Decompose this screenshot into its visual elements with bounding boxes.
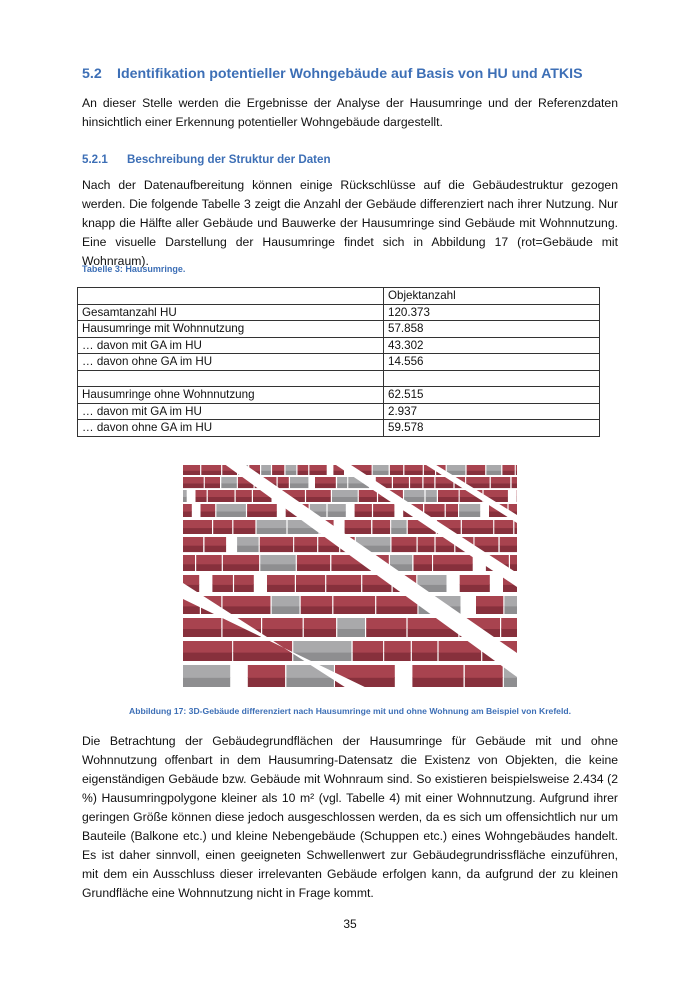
subsection-heading <box>82 153 331 166</box>
residential-building <box>183 465 200 475</box>
non-residential-building <box>221 477 237 488</box>
residential-building <box>404 465 422 475</box>
residential-building <box>500 537 517 552</box>
residential-building <box>294 537 317 552</box>
row-label-cell <box>78 370 384 387</box>
residential-building <box>306 490 331 502</box>
residential-building <box>233 641 292 661</box>
residential-building <box>467 465 486 475</box>
hausumringe-table <box>77 287 600 437</box>
subsection-number: 5.2.1 <box>82 153 108 166</box>
non-residential-building <box>373 465 389 475</box>
residential-building <box>301 596 333 614</box>
non-residential-building <box>337 477 347 488</box>
residential-building <box>212 575 233 592</box>
residential-building <box>272 465 284 475</box>
structure-paragraph: Nach der Datenaufbereitung können einige Rückschlüsse auf die Gebäudestruktur gezogen werden. Die folgende Tabelle 3 zeigt die Anzahl der Gebäude differenziert nach ihrer Nutzung. Nur knapp die Hälfte aller Gebäude und Bauwerke der Hausumringe sind Gebäude mit Wohnnutzung. Eine visuelle Darstellung der Hausumringe findet sich in Abbildung 17 (rot=Gebäude mit Wohnraum). <box>82 178 618 268</box>
residential-building <box>183 641 232 661</box>
non-residential-building <box>286 465 297 475</box>
residential-building <box>213 520 232 534</box>
residential-building <box>418 537 435 552</box>
residential-building <box>366 618 406 637</box>
table-row <box>78 370 600 387</box>
table-row <box>78 354 600 371</box>
city-3d-figure <box>183 463 517 691</box>
residential-building <box>201 504 216 517</box>
residential-building <box>183 477 204 488</box>
residential-building <box>233 520 255 534</box>
table-row <box>78 387 600 404</box>
residential-building <box>373 504 394 517</box>
residential-building <box>355 504 372 517</box>
non-residential-building <box>486 465 501 475</box>
row-label-cell: Hausumringe mit Wohnnutzung <box>78 321 384 338</box>
figure-caption: Abbildung 17: 3D-Gebäude differenziert nach Hausumringe mit und ohne Wohnung am Beispiel von Krefeld. <box>129 706 571 716</box>
row-value-cell: 57.858 <box>384 321 600 338</box>
residential-building <box>247 504 277 517</box>
residential-building <box>412 665 463 687</box>
residential-building <box>390 465 403 475</box>
table-row <box>78 337 600 354</box>
non-residential-building <box>272 596 300 614</box>
residential-building <box>433 555 473 571</box>
page-number: 35 <box>343 917 357 931</box>
row-value-cell: 59.578 <box>384 420 600 437</box>
residential-building <box>183 618 221 637</box>
residential-building <box>234 575 254 592</box>
residential-building <box>345 520 372 534</box>
table-row <box>78 403 600 420</box>
row-label-cell: … davon ohne GA im HU <box>78 420 384 437</box>
residential-building <box>183 537 203 552</box>
residential-building <box>424 477 435 488</box>
row-label-cell: Hausumringe ohne Wohnnutzung <box>78 387 384 404</box>
residential-building <box>196 555 222 571</box>
residential-building <box>278 477 289 488</box>
residential-building <box>267 575 295 592</box>
residential-building <box>512 477 517 488</box>
non-residential-building <box>426 490 437 502</box>
residential-building <box>516 465 517 475</box>
row-value-cell <box>384 370 600 387</box>
residential-building <box>236 490 252 502</box>
residential-building <box>446 504 458 517</box>
table-caption: Tabelle 3: Hausumringe. <box>82 264 186 274</box>
row-label-cell: Gesamtanzahl HU <box>78 304 384 321</box>
residential-building <box>223 596 271 614</box>
header-cell: Objektanzahl <box>384 288 600 305</box>
non-residential-building <box>286 665 334 687</box>
row-value-cell: 120.373 <box>384 304 600 321</box>
table-row <box>78 321 600 338</box>
non-residential-building <box>459 504 480 517</box>
residential-building <box>183 504 192 517</box>
residential-building <box>501 618 517 637</box>
residential-building <box>183 555 195 571</box>
residential-building <box>333 596 375 614</box>
residential-building <box>298 465 309 475</box>
residential-building <box>410 477 422 488</box>
residential-building <box>201 465 221 475</box>
row-label-cell: … davon ohne GA im HU <box>78 354 384 371</box>
residential-building <box>223 555 259 571</box>
residential-building <box>462 520 493 534</box>
residential-building <box>208 490 235 502</box>
header-cell <box>78 288 384 305</box>
non-residential-building <box>332 490 358 502</box>
residential-building <box>494 520 513 534</box>
row-label-cell: … davon mit GA im HU <box>78 403 384 420</box>
section-number: 5.2 <box>82 66 102 82</box>
residential-building <box>359 490 377 502</box>
residential-building <box>183 520 212 534</box>
residential-building <box>491 477 511 488</box>
residential-building <box>297 555 330 571</box>
residential-building <box>196 490 207 502</box>
residential-building <box>438 490 459 502</box>
non-residential-building <box>290 477 308 488</box>
residential-building <box>384 641 411 661</box>
residential-building <box>476 596 503 614</box>
residential-building <box>392 537 417 552</box>
non-residential-building <box>504 596 517 614</box>
non-residential-building <box>237 537 259 552</box>
residential-building <box>460 575 490 592</box>
residential-building <box>393 477 409 488</box>
row-value-cell: 14.556 <box>384 354 600 371</box>
intro-paragraph: An dieser Stelle werden die Ergebnisse der Analyse der Hausumringe und der Referenzdaten hinsichtlich einer Erkennung potentieller Wohngebäude dargestellt. <box>82 96 618 129</box>
residential-building <box>309 465 326 475</box>
table-header-row <box>78 288 600 305</box>
row-value-cell: 2.937 <box>384 403 600 420</box>
row-value-cell: 62.515 <box>384 387 600 404</box>
residential-building <box>353 641 383 661</box>
residential-building <box>326 575 361 592</box>
non-residential-building <box>183 665 230 687</box>
residential-building <box>465 665 503 687</box>
non-residential-building <box>216 504 246 517</box>
section-heading <box>82 66 642 82</box>
residential-building <box>502 465 514 475</box>
non-residential-building <box>260 555 295 571</box>
row-label-cell: … davon mit GA im HU <box>78 337 384 354</box>
residential-building <box>296 575 325 592</box>
residential-building <box>304 618 336 637</box>
residential-building <box>315 477 336 488</box>
non-residential-building <box>261 465 271 475</box>
table-row <box>78 420 600 437</box>
residential-building <box>510 555 517 571</box>
row-value-cell: 43.302 <box>384 337 600 354</box>
analysis-paragraph: Die Betrachtung der Gebäudegrundflächen der Hausumringe für Gebäude mit und ohne Wohnnutzung offenbart in dem Hausumring-Datensatz die Existenz von Objekten, die keine eigenständigen Gebäude bzw. Gebäude mit Wohnraum sind. So existieren beispielsweise 2.434 (2 %) Hausumringpolygone kleiner als 10 m² (vgl. Tabelle 4) mit einer Wohnnutzung. Aufgrund ihrer geringen Größe können diese jedoch ausgeschlossen werden, da es sich um offensichtlich nur um Bauteile (Balkone etc.) und kleine Nebengebäude (Schuppen etc.) eines Wohngebäudes handelt. Es ist daher sinnvoll, einen geeigneten Schwellenwert zur Gebäudegrundrissfläche einzuführen, mit dem ein Ausschluss dieser irrelevanten Gebäude erfolgen kann, da aufgrund der zu kleinen Grundfläche eine Wohnnutzung nicht in Frage kommt. <box>82 734 618 900</box>
residential-building <box>414 555 433 571</box>
residential-building <box>412 641 438 661</box>
table-row <box>78 304 600 321</box>
non-residential-building <box>257 520 287 534</box>
non-residential-building <box>391 520 406 534</box>
non-residential-building <box>337 618 365 637</box>
section-title: Identifikation potentieller Wohngebäude auf Basis von HU und ATKIS <box>117 66 583 82</box>
residential-building <box>248 665 285 687</box>
residential-building <box>205 537 227 552</box>
non-residential-building <box>183 490 187 502</box>
residential-building <box>260 537 293 552</box>
non-residential-building <box>404 490 424 502</box>
residential-building <box>262 618 302 637</box>
residential-building <box>205 477 220 488</box>
residential-building <box>372 520 390 534</box>
non-residential-building <box>328 504 346 517</box>
subsection-title: Beschreibung der Struktur der Daten <box>127 153 331 166</box>
